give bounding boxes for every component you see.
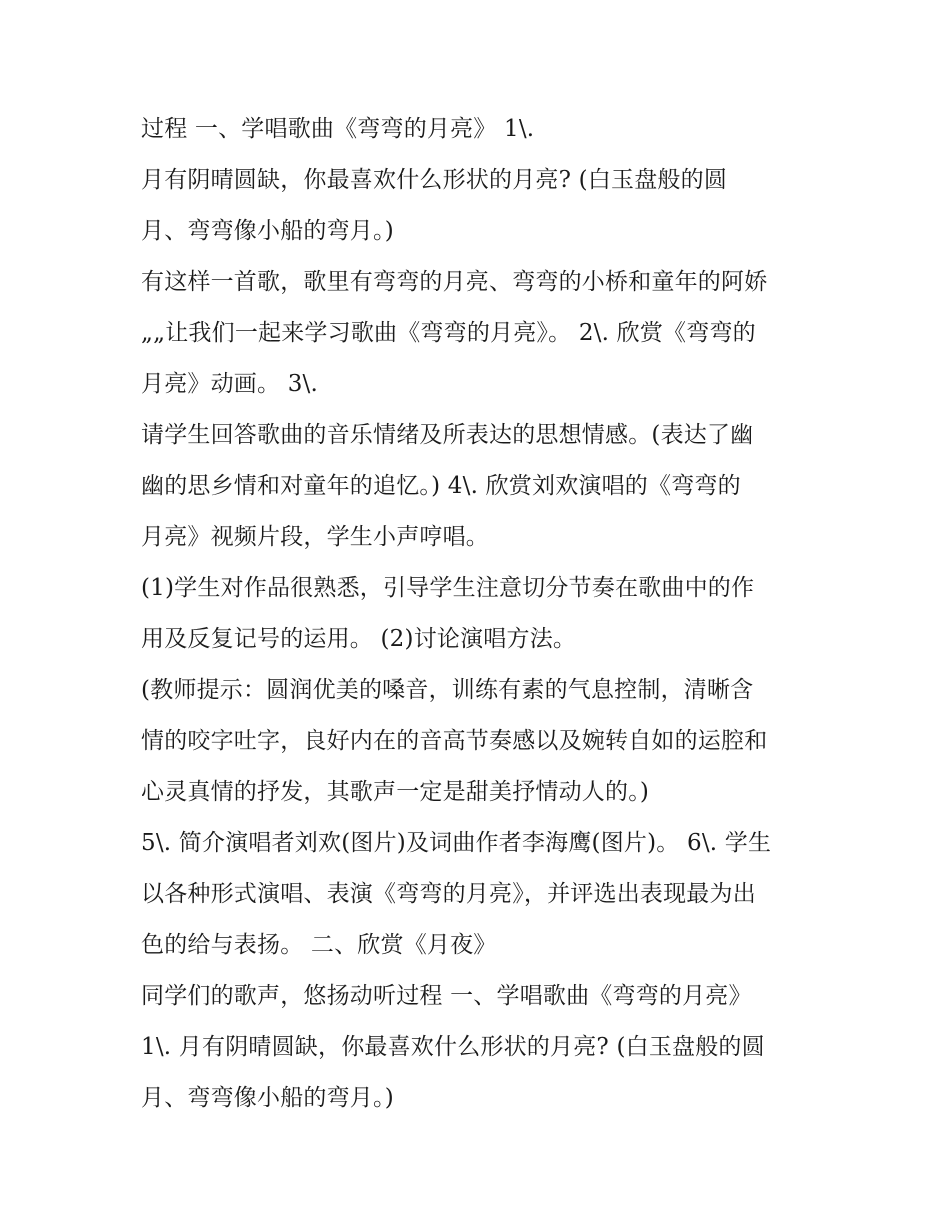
text-line: 月、弯弯像小船的弯月。): [141, 1085, 394, 1111]
text-line: 有这样一首歌，歌里有弯弯的月亮、弯弯的小桥和童年的阿娇: [141, 269, 768, 295]
text-line: (1)学生对作品很熟悉，引导学生注意切分节奏在歌曲中的作: [141, 575, 755, 601]
text-line: 月亮》视频片段，学生小声哼唱。: [141, 524, 489, 550]
text-line: 同学们的歌声，悠扬动听过程 一、学唱歌曲《弯弯的月亮》: [141, 983, 752, 1009]
text-line: (教师提示：圆润优美的嗓音，训练有素的气息控制，清晰含: [141, 677, 754, 703]
text-line: 色的给与表扬。 二、欣赏《月夜》: [141, 932, 497, 958]
text-line: 月亮》动画。 3\.: [141, 371, 319, 397]
text-line: 5\. 简介演唱者刘欢(图片)及词曲作者李海鹰(图片)。 6\. 学生: [141, 830, 772, 856]
text-line: 请学生回答歌曲的音乐情绪及所表达的思想情感。(表达了幽: [141, 422, 754, 448]
text-line: „„让我们一起来学习歌曲《弯弯的月亮》。 2\. 欣赏《弯弯的: [141, 320, 756, 346]
text-line: 用及反复记号的运用。 (2)讨论演唱方法。: [141, 626, 577, 652]
text-line: 心灵真情的抒发，其歌声一定是甜美抒情动人的。): [141, 779, 650, 805]
text-line: 以各种形式演唱、表演《弯弯的月亮》，并评选出表现最为出: [141, 881, 756, 907]
text-line: 情的咬字吐字，良好内在的音高节奏感以及婉转自如的运腔和: [141, 728, 768, 754]
text-line: 1\. 月有阴晴圆缺，你最喜欢什么形状的月亮? (白玉盘般的圆: [141, 1034, 765, 1060]
text-line: 月有阴晴圆缺，你最喜欢什么形状的月亮? (白玉盘般的圆: [141, 167, 728, 193]
text-line: 过程 一、学唱歌曲《弯弯的月亮》 1\.: [141, 116, 535, 142]
text-line: 月、弯弯像小船的弯月。): [141, 218, 394, 244]
text-line: 幽的思乡情和对童年的追忆。) 4\. 欣赏刘欢演唱的《弯弯的: [141, 473, 741, 499]
